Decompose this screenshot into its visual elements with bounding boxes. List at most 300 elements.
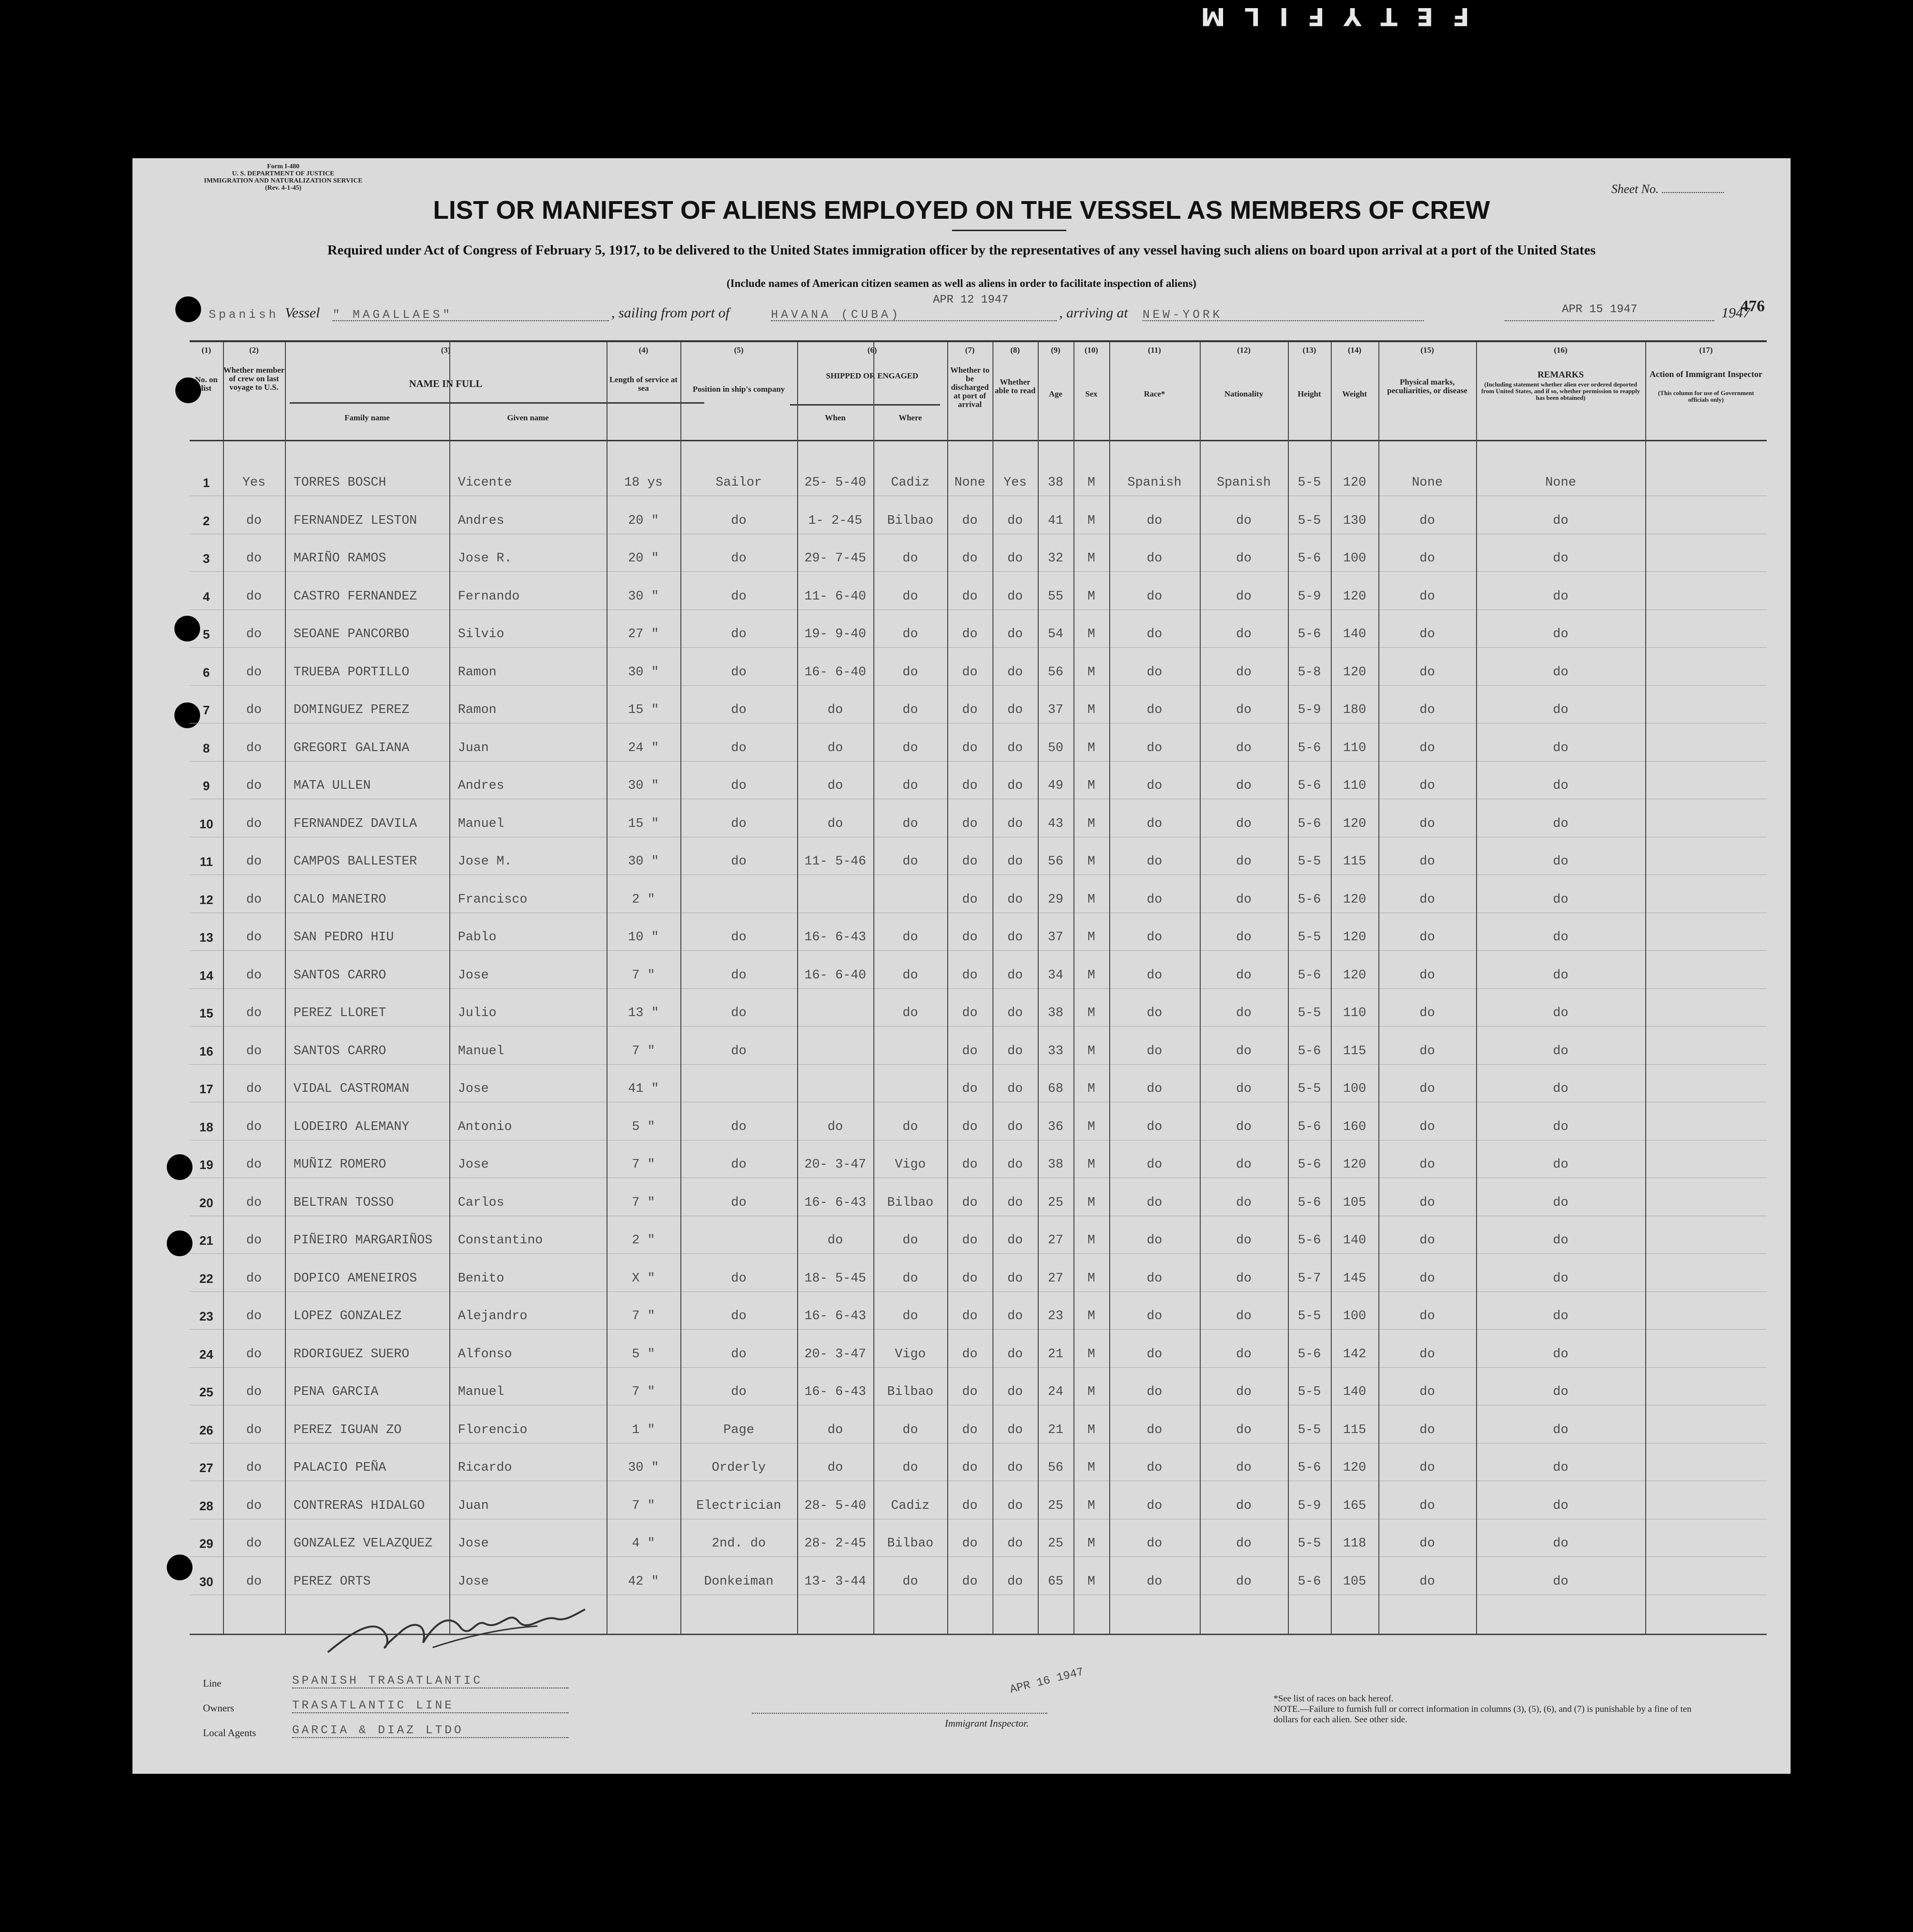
cell-race: do (1146, 1498, 1163, 1513)
cell-dis: do (962, 551, 978, 566)
cell-pos: do (731, 513, 747, 528)
cell-giv: Jose M. (458, 854, 512, 869)
cell-dis: do (962, 854, 978, 869)
cell-race: do (1146, 513, 1163, 528)
cell-ht: 5-9 (1297, 1498, 1321, 1513)
cell-pos: Sailor (715, 476, 762, 490)
cell-giv: Carlos (458, 1195, 505, 1210)
cell-read: do (1007, 1498, 1023, 1513)
cell-n: 14 (199, 968, 213, 983)
cell-len: 13 " (628, 1006, 659, 1020)
line-label: Line (203, 1678, 222, 1689)
header-discharged: Whether to be discharged at port of arrival (950, 366, 990, 409)
cell-nat: do (1236, 1119, 1252, 1134)
cell-phys: do (1419, 1498, 1435, 1513)
cell-wt: 165 (1343, 1498, 1366, 1513)
cell-sex: M (1087, 741, 1095, 755)
cell-ht: 5-5 (1297, 476, 1321, 490)
cell-fam: PENA GARCIA (294, 1385, 379, 1399)
cell-age: 41 (1048, 513, 1063, 528)
cell-dis: do (962, 1385, 978, 1399)
cell-dis: do (962, 1309, 978, 1323)
cell-race: do (1146, 1119, 1163, 1134)
cell-race: do (1146, 1082, 1163, 1096)
column-number: (8) (1010, 346, 1020, 355)
cell-phys: do (1419, 741, 1435, 755)
cell-age: 23 (1048, 1309, 1063, 1323)
cell-v: do (246, 1461, 262, 1475)
cell-wt: 100 (1343, 1082, 1366, 1096)
cell-giv: Jose (458, 968, 489, 983)
cell-sex: M (1087, 1195, 1095, 1210)
cell-rem: do (1553, 1119, 1569, 1134)
cell-where: Bilbao (887, 1536, 934, 1551)
cell-fam: TRUEBA PORTILLO (294, 665, 410, 680)
cell-giv: Vicente (458, 476, 512, 490)
cell-ht: 5-7 (1297, 1271, 1321, 1286)
cell-giv: Andres (458, 779, 505, 793)
cell-when: 16- 6-40 (804, 968, 866, 983)
cell-race: do (1146, 1309, 1163, 1323)
arriving-label: , arriving at (1059, 305, 1128, 321)
cell-read: do (1007, 551, 1023, 566)
races-note: *See list of races on back hereof. (1274, 1694, 1394, 1704)
cell-phys: do (1419, 968, 1435, 983)
cell-wt: 110 (1343, 779, 1366, 793)
line-value: SPANISH TRASATLANTIC (292, 1674, 568, 1688)
cell-sex: M (1087, 930, 1095, 945)
cell-where: do (902, 1233, 918, 1248)
header-crew-last-voyage: Whether member of crew on last voyage to U.S. (223, 366, 285, 392)
cell-giv: Alfonso (458, 1347, 512, 1362)
cell-ht: 5-6 (1297, 1233, 1321, 1248)
cell-read: do (1007, 589, 1023, 604)
column-number: (12) (1237, 346, 1251, 355)
cell-fam: CASTRO FERNANDEZ (294, 589, 417, 604)
cell-nat: do (1236, 1195, 1252, 1210)
cell-when: 16- 6-43 (804, 1309, 866, 1323)
cell-giv: Alejandro (458, 1309, 527, 1323)
cell-when: do (827, 1119, 843, 1134)
cell-fam: SANTOS CARRO (294, 1044, 386, 1058)
cell-len: 5 " (632, 1119, 655, 1134)
cell-n: 17 (199, 1082, 213, 1096)
cell-wt: 120 (1343, 816, 1366, 831)
departure-stamp: APR 12 1947 (933, 294, 1009, 306)
cell-read: do (1007, 1309, 1023, 1323)
cell-dis: do (962, 1574, 978, 1589)
cell-ht: 5-5 (1297, 513, 1321, 528)
cell-where: Bilbao (887, 1385, 934, 1399)
cell-pos: do (731, 930, 747, 945)
cell-when: 13- 3-44 (804, 1574, 866, 1589)
form-identifier: Form I-480 U. S. DEPARTMENT OF JUSTICE IMMIGRATION AND NATURALIZATION SERVICE (Rev. 4-1-45) (204, 163, 363, 192)
cell-where: do (902, 627, 918, 641)
cell-pos: do (731, 1347, 747, 1362)
cell-len: 7 " (632, 1044, 655, 1058)
column-number: (13) (1302, 346, 1316, 355)
cell-rem: do (1553, 741, 1569, 755)
cell-rem: do (1553, 1044, 1569, 1058)
cell-ht: 5-6 (1297, 1044, 1321, 1058)
cell-when: do (827, 741, 843, 755)
header-family-name: Family name (344, 413, 390, 422)
cell-phys: do (1419, 1082, 1435, 1096)
cell-age: 37 (1048, 930, 1063, 945)
cell-race: do (1146, 1574, 1163, 1589)
cell-nat: do (1236, 513, 1252, 528)
cell-age: 56 (1048, 854, 1063, 869)
cell-rem: do (1553, 1309, 1569, 1323)
cell-phys: do (1419, 703, 1435, 717)
cell-race: do (1146, 703, 1163, 717)
cell-wt: 105 (1343, 1195, 1366, 1210)
cell-read: do (1007, 1423, 1023, 1437)
film-strip-marks: FETYFILM (1182, 2, 1469, 31)
cell-where: do (902, 930, 918, 945)
owners-value: TRASATLANTIC LINE (292, 1698, 568, 1713)
cell-phys: do (1419, 1233, 1435, 1248)
cell-v: do (246, 1044, 262, 1058)
cell-nat: do (1236, 627, 1252, 641)
cell-wt: 140 (1343, 627, 1366, 641)
cell-len: 30 " (628, 854, 659, 869)
header-given-name: Given name (507, 413, 549, 422)
cell-sex: M (1087, 1347, 1095, 1362)
cell-rem: do (1553, 854, 1569, 869)
cell-giv: Manuel (458, 1044, 505, 1058)
cell-sex: M (1087, 1574, 1095, 1589)
cell-dis: do (962, 816, 978, 831)
cell-age: 27 (1048, 1271, 1063, 1286)
column-divider (1331, 342, 1332, 1634)
cell-nat: do (1236, 589, 1252, 604)
cell-pos: do (731, 703, 747, 717)
cell-v: do (246, 854, 262, 869)
cell-sex: M (1087, 1233, 1095, 1248)
cell-len: 41 " (628, 1082, 659, 1096)
header-remarks: REMARKS (1537, 370, 1584, 380)
cell-where: do (902, 703, 918, 717)
cell-read: do (1007, 1385, 1023, 1399)
cell-v: do (246, 1119, 262, 1134)
cell-len: 5 " (632, 1347, 655, 1362)
cell-phys: do (1419, 816, 1435, 831)
cell-race: do (1146, 1347, 1163, 1362)
cell-n: 26 (199, 1423, 213, 1437)
cell-dis: do (962, 1233, 978, 1248)
column-number: (5) (734, 346, 744, 355)
header-physical-marks: Physical marks, peculiarities, or disease (1387, 377, 1468, 395)
cell-ht: 5-6 (1297, 1158, 1321, 1172)
cell-where: do (902, 968, 918, 983)
cell-wt: 118 (1343, 1536, 1366, 1551)
row-rule (190, 1556, 1767, 1557)
cell-wt: 120 (1343, 665, 1366, 680)
cell-race: do (1146, 1006, 1163, 1020)
cell-when: 19- 9-40 (804, 627, 866, 641)
cell-ht: 5-6 (1297, 1347, 1321, 1362)
cell-ht: 5-5 (1297, 1309, 1321, 1323)
cell-v: do (246, 816, 262, 831)
cell-phys: do (1419, 627, 1435, 641)
header-nationality: Nationality (1224, 389, 1264, 398)
cell-age: 25 (1048, 1195, 1063, 1210)
cell-when: do (827, 1423, 843, 1437)
owners-label: Owners (203, 1702, 234, 1714)
cell-len: 7 " (632, 968, 655, 983)
cell-fam: SANTOS CARRO (294, 968, 386, 983)
cell-sex: M (1087, 1044, 1095, 1058)
cell-fam: MATA ULLEN (294, 779, 371, 793)
cell-dis: do (962, 703, 978, 717)
cell-race: do (1146, 892, 1163, 907)
cell-nat: do (1236, 741, 1252, 755)
cell-fam: PEREZ ORTS (294, 1574, 371, 1589)
cell-where: Bilbao (887, 513, 934, 528)
cell-rem: do (1553, 892, 1569, 907)
cell-phys: do (1419, 1423, 1435, 1437)
cell-nat: do (1236, 779, 1252, 793)
cell-giv: Francisco (458, 892, 527, 907)
cell-len: 2 " (632, 1233, 655, 1248)
cell-read: do (1007, 816, 1023, 831)
cell-fam: FERNANDEZ LESTON (294, 513, 417, 528)
inspector-date-stamp: APR 16 1947 (1009, 1666, 1085, 1697)
cell-fam: PEREZ IGUAN ZO (294, 1423, 402, 1437)
cell-len: 42 " (628, 1574, 659, 1589)
cell-n: 27 (199, 1461, 213, 1475)
column-divider (947, 342, 948, 1634)
cell-nat: do (1236, 1006, 1252, 1020)
cell-v: do (246, 513, 262, 528)
cell-wt: 180 (1343, 703, 1366, 717)
cell-len: 30 " (628, 589, 659, 604)
header-able-to-read: Whether able to read (994, 377, 1036, 395)
cell-phys: do (1419, 1385, 1435, 1399)
cell-n: 5 (202, 627, 210, 641)
header-shipped-engaged: SHIPPED OR ENGAGED (826, 371, 919, 380)
cell-fam: SAN PEDRO HIU (294, 930, 394, 945)
cell-v: do (246, 665, 262, 680)
column-number: (14) (1347, 346, 1362, 355)
cell-n: 2 (202, 513, 210, 528)
punch-hole (167, 1555, 192, 1580)
cell-dis: do (962, 1158, 978, 1172)
column-number: (15) (1420, 346, 1434, 355)
cell-ht: 5-6 (1297, 741, 1321, 755)
cell-race: do (1146, 1423, 1163, 1437)
cell-phys: do (1419, 551, 1435, 566)
cell-read: do (1007, 627, 1023, 641)
cell-age: 38 (1048, 1006, 1063, 1020)
cell-fam: GONZALEZ VELAZQUEZ (294, 1536, 433, 1551)
column-divider (285, 342, 286, 1634)
cell-v: do (246, 1423, 262, 1437)
cell-len: X " (632, 1271, 655, 1286)
cell-giv: Jose (458, 1082, 489, 1096)
column-number: (1) (202, 346, 211, 355)
cell-read: do (1007, 930, 1023, 945)
column-number: (7) (965, 346, 975, 355)
cell-age: 32 (1048, 551, 1063, 566)
cell-nat: do (1236, 551, 1252, 566)
cell-age: 50 (1048, 741, 1063, 755)
cell-len: 10 " (628, 930, 659, 945)
cell-when: 29- 7-45 (804, 551, 866, 566)
cell-v: do (246, 779, 262, 793)
cell-where: do (902, 589, 918, 604)
cell-giv: Fernando (458, 589, 520, 604)
cell-rem: do (1553, 1233, 1569, 1248)
cell-when: 16- 6-43 (804, 930, 866, 945)
cell-fam: FERNANDEZ DAVILA (294, 816, 417, 831)
cell-sex: M (1087, 816, 1095, 831)
page-title: LIST OR MANIFEST OF ALIENS EMPLOYED ON THE VESSEL AS MEMBERS OF CREW (433, 196, 1490, 224)
cell-when: 11- 6-40 (804, 589, 866, 604)
cell-read: do (1007, 1347, 1023, 1362)
cell-n: 4 (202, 589, 210, 604)
cell-pos: do (731, 551, 747, 566)
cell-n: 1 (202, 476, 210, 490)
cell-giv: Julio (458, 1006, 497, 1020)
row-rule (190, 1329, 1767, 1330)
year: 1947 (1721, 305, 1750, 321)
cell-where: do (902, 816, 918, 831)
punch-hole (175, 296, 201, 322)
cell-rem: do (1553, 1271, 1569, 1286)
cell-race: do (1146, 741, 1163, 755)
cell-fam: VIDAL CASTROMAN (294, 1082, 410, 1096)
column-number: (6) (867, 346, 877, 355)
cell-n: 19 (199, 1158, 213, 1172)
cell-wt: 105 (1343, 1574, 1366, 1589)
header-position: Position in ship's company (692, 385, 785, 394)
row-rule (190, 874, 1767, 875)
cell-nat: Spanish (1216, 476, 1271, 490)
cell-phys: do (1419, 1195, 1435, 1210)
cell-sex: M (1087, 1423, 1095, 1437)
cell-pos: do (731, 1195, 747, 1210)
cell-nat: do (1236, 1271, 1252, 1286)
cell-giv: Andres (458, 513, 505, 528)
cell-wt: 120 (1343, 968, 1366, 983)
column-divider (1109, 342, 1110, 1634)
cell-read: do (1007, 1082, 1023, 1096)
cell-fam: DOPICO AMENEIROS (294, 1271, 417, 1286)
cell-when: do (827, 703, 843, 717)
cell-rem: do (1553, 513, 1569, 528)
row-rule (190, 1064, 1767, 1065)
cell-read: do (1007, 513, 1023, 528)
cell-dis: do (962, 1536, 978, 1551)
cell-pos: do (731, 816, 747, 831)
cell-ht: 5-5 (1297, 854, 1321, 869)
cell-rem: do (1553, 627, 1569, 641)
sheet-number: Sheet No. (1611, 182, 1724, 196)
header-no-on-list: No. on list (195, 375, 218, 393)
column-number: (10) (1084, 346, 1098, 355)
cell-v: do (246, 741, 262, 755)
cell-nat: do (1236, 1423, 1252, 1437)
cell-rem: do (1553, 1536, 1569, 1551)
cell-v: do (246, 551, 262, 566)
cell-age: 38 (1048, 476, 1063, 490)
cell-when: 16- 6-40 (804, 665, 866, 680)
cell-race: do (1146, 665, 1163, 680)
punch-hole (167, 1230, 192, 1256)
vessel-label: Vessel (285, 305, 320, 321)
cell-v: do (246, 627, 262, 641)
cell-nat: do (1236, 968, 1252, 983)
cell-sex: M (1087, 551, 1095, 566)
cell-read: Yes (1003, 476, 1027, 490)
cell-v: do (246, 1536, 262, 1551)
cell-where: Bilbao (887, 1195, 934, 1210)
cell-age: 24 (1048, 1385, 1063, 1399)
cell-read: do (1007, 1119, 1023, 1134)
vessel-nation: Spanish (209, 308, 279, 322)
cell-read: do (1007, 1461, 1023, 1475)
cell-sex: M (1087, 1006, 1095, 1020)
column-divider (223, 342, 224, 1634)
header-race: Race* (1144, 389, 1165, 398)
cell-giv: Juan (458, 741, 489, 755)
port-of-departure: HAVANA (CUBA) (771, 308, 901, 322)
cell-n: 20 (199, 1195, 213, 1210)
cell-n: 8 (202, 741, 210, 755)
header-weight: Weight (1342, 389, 1367, 398)
cell-v: do (246, 968, 262, 983)
cell-ht: 5-8 (1297, 665, 1321, 680)
column-number: (4) (638, 346, 648, 355)
cell-dis: do (962, 892, 978, 907)
cell-dis: do (962, 968, 978, 983)
cell-ht: 5-5 (1297, 1536, 1321, 1551)
cell-wt: 110 (1343, 1006, 1366, 1020)
header-remarks-note: (Including statement whether alien ever ordered deported from United States, and if so, whether permission to reapply has been obtained) (1481, 381, 1640, 401)
cell-where: do (902, 1423, 918, 1437)
cell-where: do (902, 1006, 918, 1020)
cell-giv: Silvio (458, 627, 505, 641)
cell-race: do (1146, 1158, 1163, 1172)
cell-pos: do (731, 665, 747, 680)
cell-dis: do (962, 1195, 978, 1210)
cell-race: do (1146, 551, 1163, 566)
cell-phys: do (1419, 930, 1435, 945)
cell-v: do (246, 1271, 262, 1286)
cell-pos: do (731, 779, 747, 793)
column-divider (1073, 342, 1074, 1634)
cell-phys: do (1419, 1119, 1435, 1134)
cell-dis: do (962, 1271, 978, 1286)
cell-ht: 5-5 (1297, 1082, 1321, 1096)
column-divider (1645, 342, 1646, 1634)
cell-dis: do (962, 1006, 978, 1020)
header-height: Height (1297, 389, 1321, 398)
cell-len: 1 " (632, 1423, 655, 1437)
column-number: (2) (249, 346, 259, 355)
cell-read: do (1007, 1233, 1023, 1248)
cell-nat: do (1236, 1233, 1252, 1248)
cell-wt: 110 (1343, 741, 1366, 755)
cell-wt: 140 (1343, 1233, 1366, 1248)
column-divider (1288, 342, 1289, 1634)
cell-nat: do (1236, 1498, 1252, 1513)
cell-n: 13 (199, 930, 213, 945)
row-rule (190, 988, 1767, 989)
column-divider (1476, 342, 1477, 1634)
